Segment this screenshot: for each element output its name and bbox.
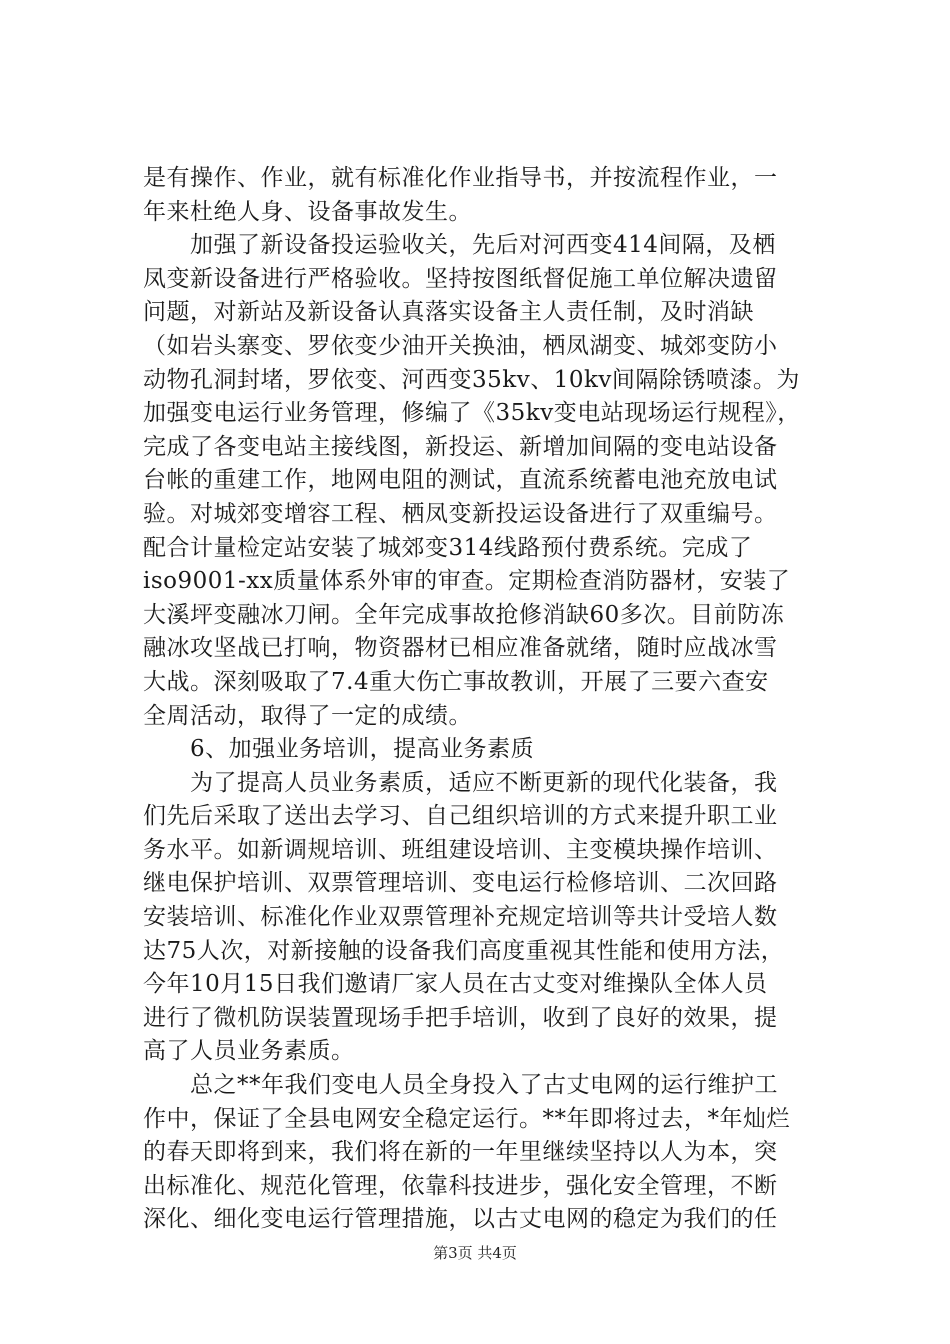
text-line: 全周活动，取得了一定的成绩。 — [143, 702, 472, 729]
text-line: iso9001-xx质量体系外审的审查。定期检查消防器材，安装了 — [143, 568, 791, 595]
text-line: 作中，保证了全县电网安全稳定运行。**年即将过去，*年灿烂 — [143, 1105, 790, 1132]
text-line: 们先后采取了送出去学习、自己组织培训的方式来提升职工业 — [143, 803, 778, 830]
text-line: 务水平。如新调规培训、班组建设培训、主变模块操作培训、 — [143, 836, 778, 863]
text-line: 融冰攻坚战已打响，物资器材已相应准备就绪，随时应战冰雪 — [143, 635, 778, 662]
text-line: 是有操作、作业，就有标准化作业指导书，并按流程作业，一 — [143, 165, 778, 191]
text-line: 出标准化、规范化管理，依靠科技进步，强化安全管理，不断 — [143, 1172, 778, 1199]
text-line: 加强变电运行业务管理，修编了《35kv变电站现场运行规程》， — [143, 400, 801, 427]
text-line: 继电保护培训、双票管理培训、变电运行检修培训、二次回路 — [143, 870, 778, 897]
text-line: 今年10月15日我们邀请厂家人员在古丈变对维操队全体人员 — [143, 971, 768, 998]
text-line: 加强了新设备投运验收关，先后对河西变414间隔，及栖 — [143, 232, 776, 259]
text-line: 6、加强业务培训，提高业务素质 — [143, 736, 535, 763]
text-line: 动物孔洞封堵，罗依变、河西变35kv、10kv间隔除锈喷漆。为 — [143, 366, 800, 393]
text-line: 验。对城郊变增容工程、栖凤变新投运设备进行了双重编号。 — [143, 500, 778, 527]
body-text — [143, 162, 843, 1237]
text-line: 深化、细化变电运行管理措施，以古丈电网的稳定为我们的任 — [143, 1206, 778, 1233]
text-line: 凤变新设备进行严格验收。坚持按图纸督促施工单位解决遗留 — [143, 265, 778, 292]
text-line: 安装培训、标准化作业双票管理补充规定培训等共计受培人数 — [143, 904, 778, 931]
text-line: 高了人员业务素质。 — [143, 1038, 355, 1065]
text-line: 问题，对新站及新设备认真落实设备主人责任制，及时消缺 — [143, 299, 754, 326]
text-line: 进行了微机防误装置现场手把手培训，收到了良好的效果，提 — [143, 1004, 778, 1031]
text-line: 年来杜绝人身、设备事故发生。 — [143, 198, 472, 225]
text-line: 为了提高人员业务素质，适应不断更新的现代化装备，我 — [143, 769, 778, 796]
text-line: 大溪坪变融冰刀闸。全年完成事故抢修消缺60多次。目前防冻 — [143, 601, 785, 628]
page-footer: 第3页 共4页 — [433, 1244, 517, 1262]
text-line: 台帐的重建工作，地网电阻的测试，直流系统蓄电池充放电试 — [143, 467, 778, 494]
text-line: 达75人次，对新接触的设备我们高度重视其性能和使用方法， — [143, 937, 785, 964]
text-line: 总之**年我们变电人员全身投入了古丈电网的运行维护工 — [143, 1072, 778, 1099]
text-line: （如岩头寨变、罗依变少油开关换油，栖凤湖变、城郊变防小 — [143, 332, 778, 359]
text-line: 完成了各变电站主接线图，新投运、新增加间隔的变电站设备 — [143, 433, 778, 460]
text-line: 配合计量检定站安装了城郊变314线路预付费系统。完成了 — [143, 534, 753, 561]
text-line: 大战。深刻吸取了7.4重大伤亡事故教训，开展了三要六查安 — [143, 668, 769, 695]
text-line: 的春天即将到来，我们将在新的一年里继续坚持以人为本，突 — [143, 1139, 778, 1166]
